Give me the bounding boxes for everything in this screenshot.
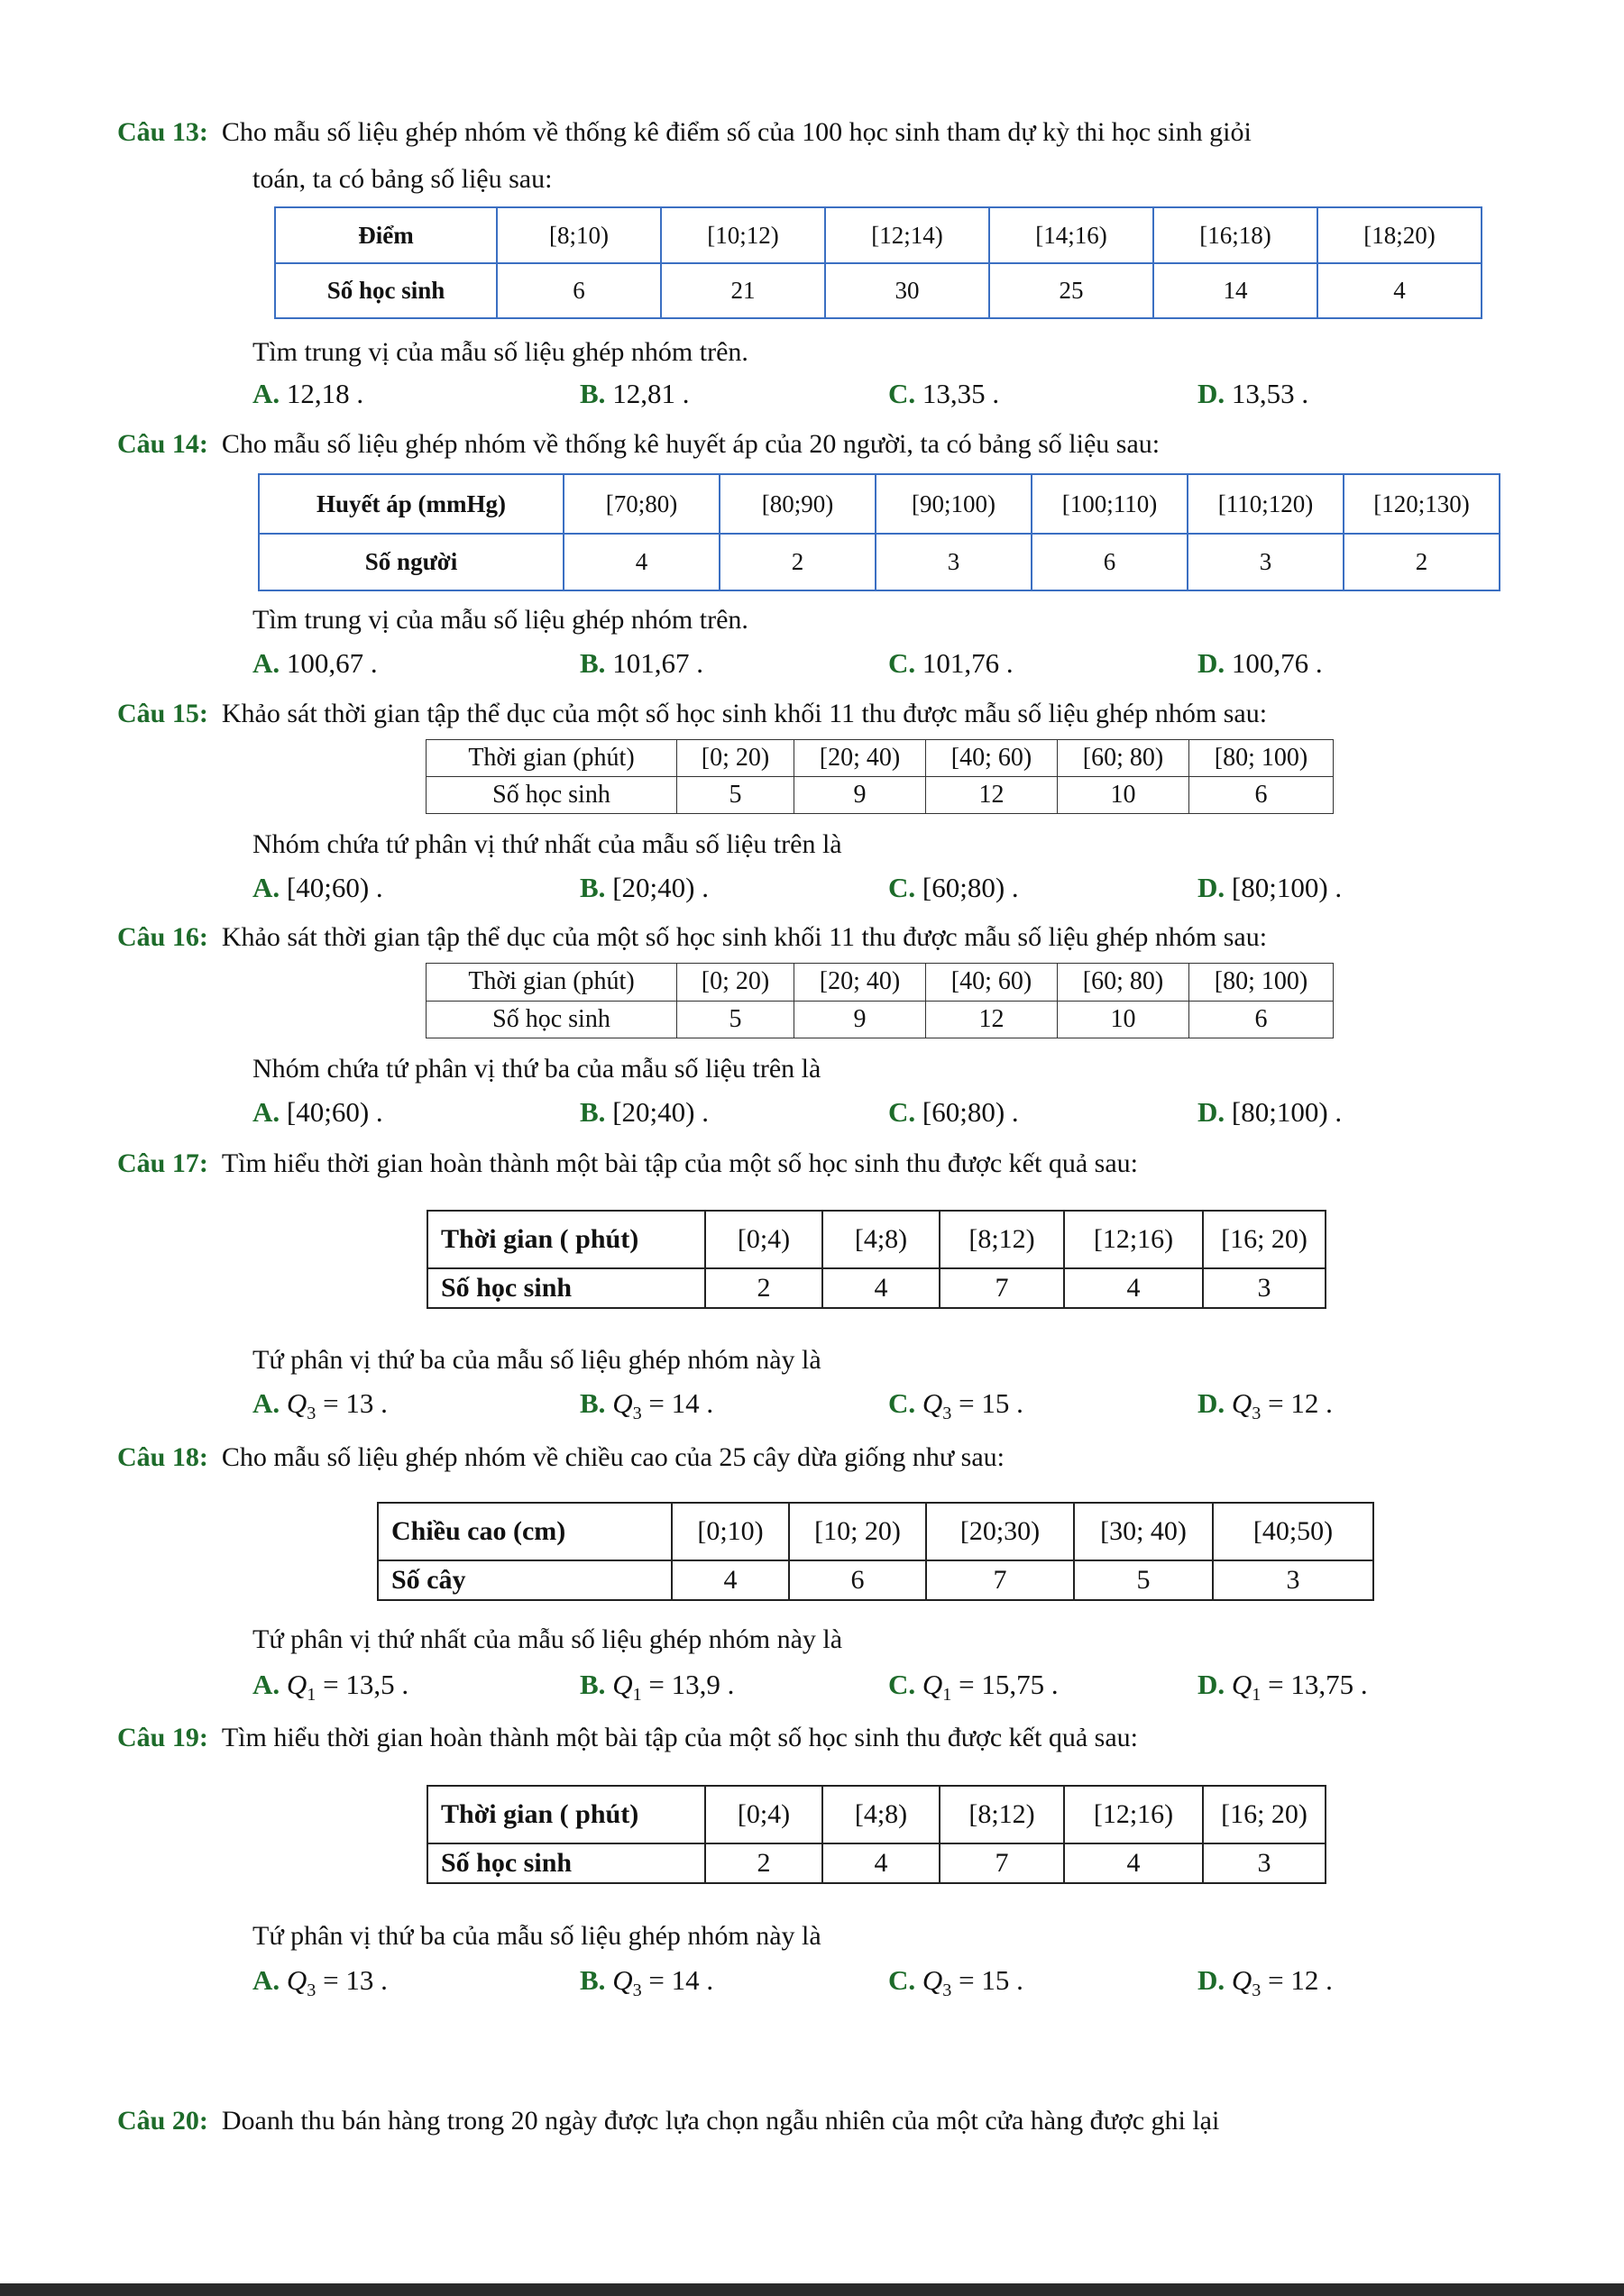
table-header-cell: [0;10) bbox=[672, 1503, 789, 1560]
q19-table bbox=[427, 1785, 1326, 1884]
q15-option-c[interactable]: C. [60;80) . bbox=[888, 872, 1019, 903]
table-header-cell: [60; 80) bbox=[1058, 740, 1189, 777]
table-cell: 4 bbox=[1317, 263, 1482, 318]
q17-option-c[interactable]: C. $Q_3 = 15$ . bbox=[888, 1387, 1023, 1424]
table-cell: 10 bbox=[1058, 1001, 1189, 1038]
table-cell: 30 bbox=[825, 263, 989, 318]
q13-option-d[interactable]: D. 13,53 . bbox=[1197, 378, 1309, 409]
q16-option-c[interactable]: C. [60;80) . bbox=[888, 1096, 1019, 1128]
table-header-cell: [90;100) bbox=[876, 474, 1032, 534]
q18-option-b[interactable]: B. $Q_1 = 13,9$ . bbox=[580, 1669, 735, 1706]
table-cell: 4 bbox=[1064, 1268, 1203, 1308]
q18-line-1 bbox=[117, 1441, 1005, 1475]
q18-option-d[interactable]: D. $Q_1 = 13,75$ . bbox=[1197, 1669, 1368, 1706]
q16-table bbox=[426, 963, 1334, 1038]
table-header-cell: [20; 40) bbox=[794, 740, 926, 777]
table-header-cell: Thời gian (phút) bbox=[427, 964, 677, 1002]
table-cell: 3 bbox=[1203, 1268, 1326, 1308]
table-header-cell: [80; 100) bbox=[1189, 964, 1334, 1002]
table-header-cell: [14;16) bbox=[989, 207, 1153, 263]
q13-option-a[interactable]: A. 12,18 . bbox=[252, 378, 364, 409]
q15-line-1 bbox=[117, 697, 1267, 731]
q18-table bbox=[377, 1502, 1374, 1601]
q14-option-c[interactable]: C. 101,76 . bbox=[888, 647, 1014, 679]
table-cell: Số học sinh bbox=[427, 777, 677, 814]
q17-text-1: Tìm hiểu thời gian hoàn thành một bài tập của một số học sinh thu được kết quả sau: bbox=[221, 1148, 1138, 1178]
table-cell: 6 bbox=[1189, 1001, 1334, 1038]
q13-option-b[interactable]: B. 12,81 . bbox=[580, 378, 690, 409]
table-cell: 2 bbox=[1344, 534, 1500, 590]
table-cell: 3 bbox=[876, 534, 1032, 590]
table-cell: 7 bbox=[940, 1268, 1064, 1308]
q13-text-1: Cho mẫu số liệu ghép nhóm về thống kê điểm số của 100 học sinh tham dự kỳ thi học sinh giỏi bbox=[221, 117, 1252, 147]
table-header-cell: [12;16) bbox=[1064, 1211, 1203, 1268]
table-cell: 5 bbox=[677, 1001, 794, 1038]
table-header-cell: Thời gian ( phút) bbox=[427, 1786, 705, 1843]
table-cell: 6 bbox=[497, 263, 661, 318]
table-header-cell: [0;4) bbox=[705, 1786, 822, 1843]
q13-table bbox=[274, 206, 1482, 319]
q14-prompt: Tìm trung vị của mẫu số liệu ghép nhóm trên. bbox=[252, 605, 748, 635]
table-cell: 6 bbox=[789, 1560, 926, 1600]
q15-table bbox=[426, 739, 1334, 814]
table-header-cell: [4;8) bbox=[822, 1211, 940, 1268]
q13-label: Câu 13: bbox=[117, 117, 208, 147]
q20-label: Câu 20: bbox=[117, 2106, 208, 2136]
table-header-cell: [120;130) bbox=[1344, 474, 1500, 534]
table-cell: 4 bbox=[564, 534, 720, 590]
table-header-cell: [10; 20) bbox=[789, 1503, 926, 1560]
table-cell: Số người bbox=[259, 534, 564, 590]
table-header-cell: [0; 20) bbox=[677, 740, 794, 777]
q14-text-1: Cho mẫu số liệu ghép nhóm về thống kê huyết áp của 20 người, ta có bảng số liệu sau: bbox=[221, 429, 1161, 459]
q14-label: Câu 14: bbox=[117, 429, 208, 459]
table-header-cell: [12;16) bbox=[1064, 1786, 1203, 1843]
table-cell: 3 bbox=[1213, 1560, 1373, 1600]
table-header-cell: Thời gian ( phút) bbox=[427, 1211, 705, 1268]
q19-text-1: Tìm hiểu thời gian hoàn thành một bài tập của một số học sinh thu được kết quả sau: bbox=[221, 1723, 1138, 1752]
table-header-cell: [40; 60) bbox=[926, 740, 1058, 777]
table-header-cell: [0;4) bbox=[705, 1211, 822, 1268]
table-cell: 4 bbox=[1064, 1843, 1203, 1883]
q14-option-a[interactable]: A. 100,67 . bbox=[252, 647, 378, 679]
q16-option-a[interactable]: A. [40;60) . bbox=[252, 1096, 383, 1128]
table-header-cell: [4;8) bbox=[822, 1786, 940, 1843]
q15-label: Câu 15: bbox=[117, 699, 208, 728]
q19-option-a[interactable]: A. $Q_3 = 13$ . bbox=[252, 1964, 388, 2001]
table-cell: 5 bbox=[1074, 1560, 1213, 1600]
table-cell: 6 bbox=[1189, 777, 1334, 814]
q16-label: Câu 16: bbox=[117, 922, 208, 952]
q18-option-a[interactable]: A. $Q_1 = 13,5$ . bbox=[252, 1669, 409, 1706]
table-cell: Số cây bbox=[378, 1560, 672, 1600]
q15-option-a[interactable]: A. [40;60) . bbox=[252, 872, 383, 903]
q14-option-b[interactable]: B. 101,67 . bbox=[580, 647, 703, 679]
q15-prompt: Nhóm chứa tứ phân vị thứ nhất của mẫu số liệu trên là bbox=[252, 829, 842, 859]
table-cell: 7 bbox=[940, 1843, 1064, 1883]
table-header-cell: [8;12) bbox=[940, 1211, 1064, 1268]
q18-label: Câu 18: bbox=[117, 1442, 208, 1472]
table-header-cell: [80; 100) bbox=[1189, 740, 1334, 777]
table-cell: 9 bbox=[794, 1001, 926, 1038]
q19-line-1 bbox=[117, 1721, 1138, 1755]
table-cell: 7 bbox=[926, 1560, 1074, 1600]
q20-line-1 bbox=[117, 2104, 1219, 2138]
table-header-cell: [100;110) bbox=[1032, 474, 1188, 534]
q19-option-c[interactable]: C. $Q_3 = 15$ . bbox=[888, 1964, 1023, 2001]
q13-text-2: toán, ta có bảng số liệu sau: bbox=[252, 164, 553, 194]
q19-option-b[interactable]: B. $Q_3 = 14$ . bbox=[580, 1964, 714, 2001]
q13-option-c[interactable]: C. 13,35 . bbox=[888, 378, 1000, 409]
page-bottom-edge bbox=[0, 2283, 1624, 2296]
q17-option-d[interactable]: D. $Q_3 = 12$ . bbox=[1197, 1387, 1333, 1424]
table-cell: 4 bbox=[822, 1843, 940, 1883]
table-header-cell: [16; 20) bbox=[1203, 1786, 1326, 1843]
table-cell: 2 bbox=[705, 1268, 822, 1308]
q15-option-b[interactable]: B. [20;40) . bbox=[580, 872, 709, 903]
table-cell: 2 bbox=[705, 1843, 822, 1883]
table-cell: 12 bbox=[926, 777, 1058, 814]
table-header-cell: [12;14) bbox=[825, 207, 989, 263]
table-cell: 25 bbox=[989, 263, 1153, 318]
q17-prompt: Tứ phân vị thứ ba của mẫu số liệu ghép nhóm này là bbox=[252, 1345, 821, 1375]
q18-option-c[interactable]: C. $Q_1 = 15,75$ . bbox=[888, 1669, 1059, 1706]
table-header-cell: [10;12) bbox=[661, 207, 825, 263]
table-header-cell: Điểm bbox=[275, 207, 497, 263]
table-header-cell: [40; 60) bbox=[926, 964, 1058, 1002]
table-cell: Số học sinh bbox=[427, 1843, 705, 1883]
q17-label: Câu 17: bbox=[117, 1148, 208, 1178]
table-header-cell: [16; 20) bbox=[1203, 1211, 1326, 1268]
q17-table bbox=[427, 1210, 1326, 1309]
q16-option-d[interactable]: D. [80;100) . bbox=[1197, 1096, 1343, 1128]
table-cell: 9 bbox=[794, 777, 926, 814]
q13-prompt: Tìm trung vị của mẫu số liệu ghép nhóm trên. bbox=[252, 337, 748, 367]
table-header-cell: [8;10) bbox=[497, 207, 661, 263]
q20-text-1: Doanh thu bán hàng trong 20 ngày được lựa chọn ngẫu nhiên của một cửa hàng được ghi lại bbox=[221, 2106, 1220, 2136]
table-header-cell: [0; 20) bbox=[677, 964, 794, 1002]
q18-text-1: Cho mẫu số liệu ghép nhóm về chiều cao của 25 cây dừa giống như sau: bbox=[221, 1442, 1005, 1472]
q19-prompt: Tứ phân vị thứ ba của mẫu số liệu ghép nhóm này là bbox=[252, 1921, 821, 1951]
table-header-cell: [80;90) bbox=[720, 474, 876, 534]
q17-option-a[interactable]: A. $Q_3 = 13$ . bbox=[252, 1387, 388, 1424]
q18-prompt: Tứ phân vị thứ nhất của mẫu số liệu ghép nhóm này là bbox=[252, 1624, 843, 1654]
table-cell: 10 bbox=[1058, 777, 1189, 814]
table-header-cell: [20;30) bbox=[926, 1503, 1074, 1560]
table-cell: 3 bbox=[1203, 1843, 1326, 1883]
table-header-cell: [70;80) bbox=[564, 474, 720, 534]
table-cell: 6 bbox=[1032, 534, 1188, 590]
table-header-cell: [110;120) bbox=[1188, 474, 1344, 534]
table-cell: 4 bbox=[672, 1560, 789, 1600]
table-cell: 12 bbox=[926, 1001, 1058, 1038]
table-header-cell: [20; 40) bbox=[794, 964, 926, 1002]
table-header-cell: [18;20) bbox=[1317, 207, 1482, 263]
q15-text-1: Khảo sát thời gian tập thể dục của một số học sinh khối 11 thu được mẫu số liệu ghép nhóm sau: bbox=[221, 699, 1268, 728]
table-header-cell: Thời gian (phút) bbox=[427, 740, 677, 777]
q17-line-1 bbox=[117, 1147, 1138, 1181]
table-header-cell: [30; 40) bbox=[1074, 1503, 1213, 1560]
table-header-cell: Huyết áp (mmHg) bbox=[259, 474, 564, 534]
q16-text-1: Khảo sát thời gian tập thể dục của một số học sinh khối 11 thu được mẫu số liệu ghép nhóm sau: bbox=[221, 922, 1268, 952]
q16-option-b[interactable]: B. [20;40) . bbox=[580, 1096, 709, 1128]
q19-option-d[interactable]: D. $Q_3 = 12$ . bbox=[1197, 1964, 1333, 2001]
table-cell: 21 bbox=[661, 263, 825, 318]
q15-option-d[interactable]: D. [80;100) . bbox=[1197, 872, 1343, 903]
table-cell: 14 bbox=[1153, 263, 1317, 318]
table-cell: Số học sinh bbox=[427, 1001, 677, 1038]
q16-prompt: Nhóm chứa tứ phân vị thứ ba của mẫu số liệu trên là bbox=[252, 1054, 821, 1084]
table-cell: 2 bbox=[720, 534, 876, 590]
q17-option-b[interactable]: B. $Q_3 = 14$ . bbox=[580, 1387, 714, 1424]
q14-line-1 bbox=[117, 427, 1160, 462]
table-header-cell: [60; 80) bbox=[1058, 964, 1189, 1002]
q19-label: Câu 19: bbox=[117, 1723, 208, 1752]
table-header-cell: [40;50) bbox=[1213, 1503, 1373, 1560]
q14-option-d[interactable]: D. 100,76 . bbox=[1197, 647, 1323, 679]
table-cell: 3 bbox=[1188, 534, 1344, 590]
table-header-cell: Chiều cao (cm) bbox=[378, 1503, 672, 1560]
table-cell: Số học sinh bbox=[275, 263, 497, 318]
q14-table bbox=[258, 473, 1500, 591]
table-header-cell: [8;12) bbox=[940, 1786, 1064, 1843]
q16-line-1 bbox=[117, 920, 1267, 955]
table-header-cell: [16;18) bbox=[1153, 207, 1317, 263]
table-cell: 5 bbox=[677, 777, 794, 814]
table-cell: 4 bbox=[822, 1268, 940, 1308]
table-cell: Số học sinh bbox=[427, 1268, 705, 1308]
q13-line-1 bbox=[117, 115, 1252, 150]
